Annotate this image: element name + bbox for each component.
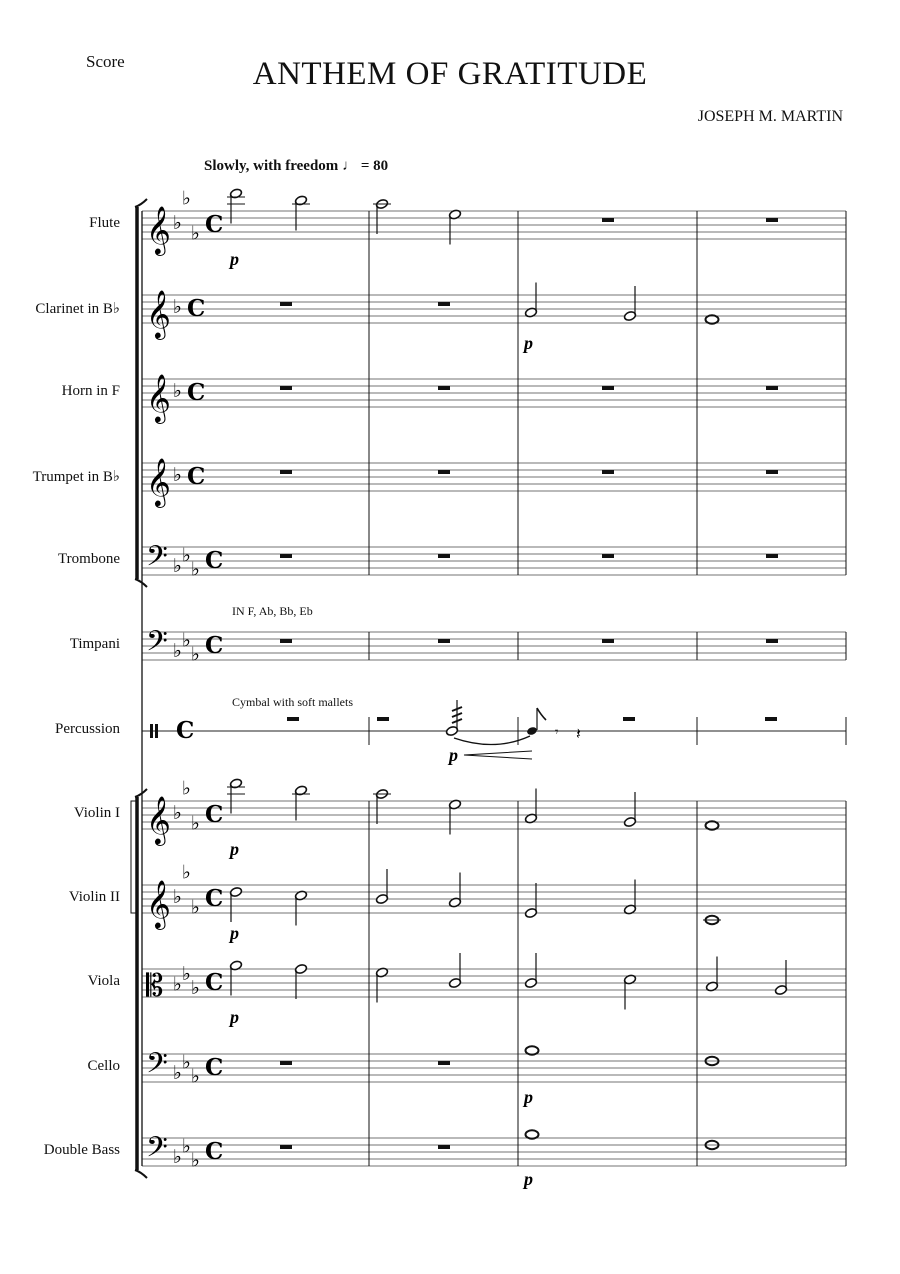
label-viola: Viola	[87, 973, 120, 989]
flat-icon: ♭	[182, 544, 191, 567]
flat-icon: ♭	[173, 380, 182, 402]
dynamic-piano: p	[230, 249, 239, 269]
whole-rest	[438, 302, 450, 306]
whole-rest	[438, 554, 450, 558]
flat-icon: ♭	[173, 1146, 182, 1168]
whole-rest	[377, 717, 389, 721]
tie	[454, 736, 530, 745]
label-cello: Cello	[87, 1058, 120, 1074]
flat-icon: ♭	[173, 886, 182, 908]
whole-rest	[280, 470, 292, 474]
flat-icon: ♭	[173, 296, 182, 318]
alto-clef-icon: 𝄡	[146, 968, 164, 1004]
time-signature: C	[205, 211, 224, 238]
flat-icon: ♭	[182, 1051, 191, 1074]
label-timpani: Timpani	[69, 636, 120, 652]
whole-rest	[623, 717, 635, 721]
winds-bracket-bottom	[135, 579, 147, 587]
whole-rest	[280, 639, 292, 643]
whole-rest	[438, 1061, 450, 1065]
label-horn: Horn in F	[61, 383, 120, 399]
flat-icon: ♭	[191, 977, 200, 999]
flat-icon: ♭	[191, 643, 200, 666]
eighth-note	[526, 726, 538, 736]
treble-clef-icon: 𝄞	[146, 457, 171, 506]
crescendo-hairpin	[464, 751, 532, 759]
label-double-bass: Double Bass	[43, 1142, 120, 1158]
score-label: Score	[86, 52, 125, 71]
whole-rest	[602, 639, 614, 643]
treble-clef-icon: 𝄞	[146, 373, 171, 422]
flat-icon: ♭	[182, 1135, 191, 1158]
dynamic-piano: p	[230, 923, 239, 943]
whole-rest	[280, 554, 292, 558]
percussion-instruction: Cymbal with soft mallets	[232, 695, 353, 709]
whole-rest	[287, 717, 299, 721]
whole-rest	[602, 218, 614, 222]
whole-note	[526, 1046, 539, 1054]
whole-rest	[766, 554, 778, 558]
label-percussion: Percussion	[55, 721, 120, 737]
dynamic-piano: p	[524, 1087, 533, 1107]
dynamic-piano: p	[230, 839, 239, 859]
page-title: ANTHEM OF GRATITUDE	[252, 56, 648, 92]
whole-note	[706, 315, 719, 323]
tempo-text: Slowly, with freedom	[204, 158, 339, 174]
flat-icon: ♭	[173, 212, 182, 234]
flat-icon: ♭	[173, 640, 182, 662]
whole-rest	[766, 470, 778, 474]
flat-icon: ♭	[173, 802, 182, 824]
flat-icon: ♭	[182, 777, 191, 800]
whole-rest	[766, 639, 778, 643]
treble-clef-icon: 𝄞	[146, 289, 171, 338]
percussion-clef-icon	[155, 724, 158, 738]
flat-icon: ♭	[182, 629, 191, 652]
tempo-value: = 80	[360, 158, 389, 174]
whole-rest	[766, 386, 778, 390]
time-signature: C	[205, 547, 224, 574]
whole-rest	[438, 1145, 450, 1149]
eighth-rest-icon: 𝄾	[555, 725, 559, 740]
time-signature: C	[176, 717, 195, 744]
bass-clef-icon: 𝄢	[146, 540, 168, 580]
flat-icon: ♭	[173, 973, 182, 996]
dynamic-piano: p	[524, 333, 533, 353]
label-trumpet: Trumpet in B♭	[32, 469, 120, 485]
flat-icon: ♭	[173, 555, 182, 577]
quarter-rest-icon: 𝄽	[576, 724, 581, 743]
time-signature: C	[205, 969, 224, 996]
time-signature: C	[187, 379, 206, 406]
treble-clef-icon: 𝄞	[146, 795, 171, 844]
bass-clef-icon: 𝄢	[146, 625, 168, 665]
whole-rest	[280, 386, 292, 390]
label-violin-1: Violin I	[73, 805, 120, 821]
note-flag	[537, 708, 546, 720]
treble-clef-icon: 𝄞	[146, 205, 171, 254]
dynamic-piano: p	[524, 1169, 533, 1189]
flat-icon: ♭	[173, 1062, 182, 1084]
flat-icon: ♭	[182, 187, 191, 210]
flat-icon: ♭	[191, 812, 200, 835]
whole-rest	[438, 470, 450, 474]
composer-name: JOSEPH M. MARTIN	[697, 108, 843, 125]
whole-rest	[602, 470, 614, 474]
label-flute: Flute	[89, 215, 120, 231]
flat-icon: ♭	[191, 896, 200, 919]
treble-clef-icon: 𝄞	[146, 879, 171, 928]
bass-clef-icon: 𝄢	[146, 1131, 168, 1171]
bass-clef-icon: 𝄢	[146, 1047, 168, 1087]
whole-note	[526, 1130, 539, 1138]
label-clarinet: Clarinet in B♭	[35, 301, 120, 317]
flat-icon: ♭	[173, 464, 182, 486]
whole-rest	[602, 554, 614, 558]
dynamic-piano: p	[449, 745, 458, 765]
time-signature: C	[205, 801, 224, 828]
flat-icon: ♭	[191, 558, 200, 581]
time-signature: C	[205, 1138, 224, 1165]
label-violin-2: Violin II	[68, 889, 120, 905]
flat-icon: ♭	[191, 222, 200, 245]
time-signature: C	[205, 885, 224, 912]
flat-icon: ♭	[191, 1149, 200, 1172]
time-signature: C	[187, 463, 206, 490]
time-signature: C	[187, 295, 206, 322]
whole-rest	[438, 639, 450, 643]
time-signature: C	[205, 632, 224, 659]
whole-rest	[438, 386, 450, 390]
percussion-clef-icon	[150, 724, 153, 738]
whole-rest	[766, 218, 778, 222]
flat-icon: ♭	[191, 1065, 200, 1088]
whole-rest	[280, 1145, 292, 1149]
whole-rest	[765, 717, 777, 721]
dynamic-piano: p	[230, 1007, 239, 1027]
label-trombone: Trombone	[58, 551, 120, 567]
flat-icon: ♭	[182, 861, 191, 884]
strings-bracket-bottom	[135, 1170, 147, 1178]
flat-icon: ♭	[182, 963, 191, 985]
timpani-tuning: IN F, Ab, Bb, Eb	[232, 604, 313, 618]
time-signature: C	[205, 1054, 224, 1081]
whole-note	[706, 821, 719, 829]
whole-rest	[280, 302, 292, 306]
quarter-note-icon: ♩	[342, 158, 358, 174]
whole-rest	[280, 1061, 292, 1065]
whole-rest	[602, 386, 614, 390]
